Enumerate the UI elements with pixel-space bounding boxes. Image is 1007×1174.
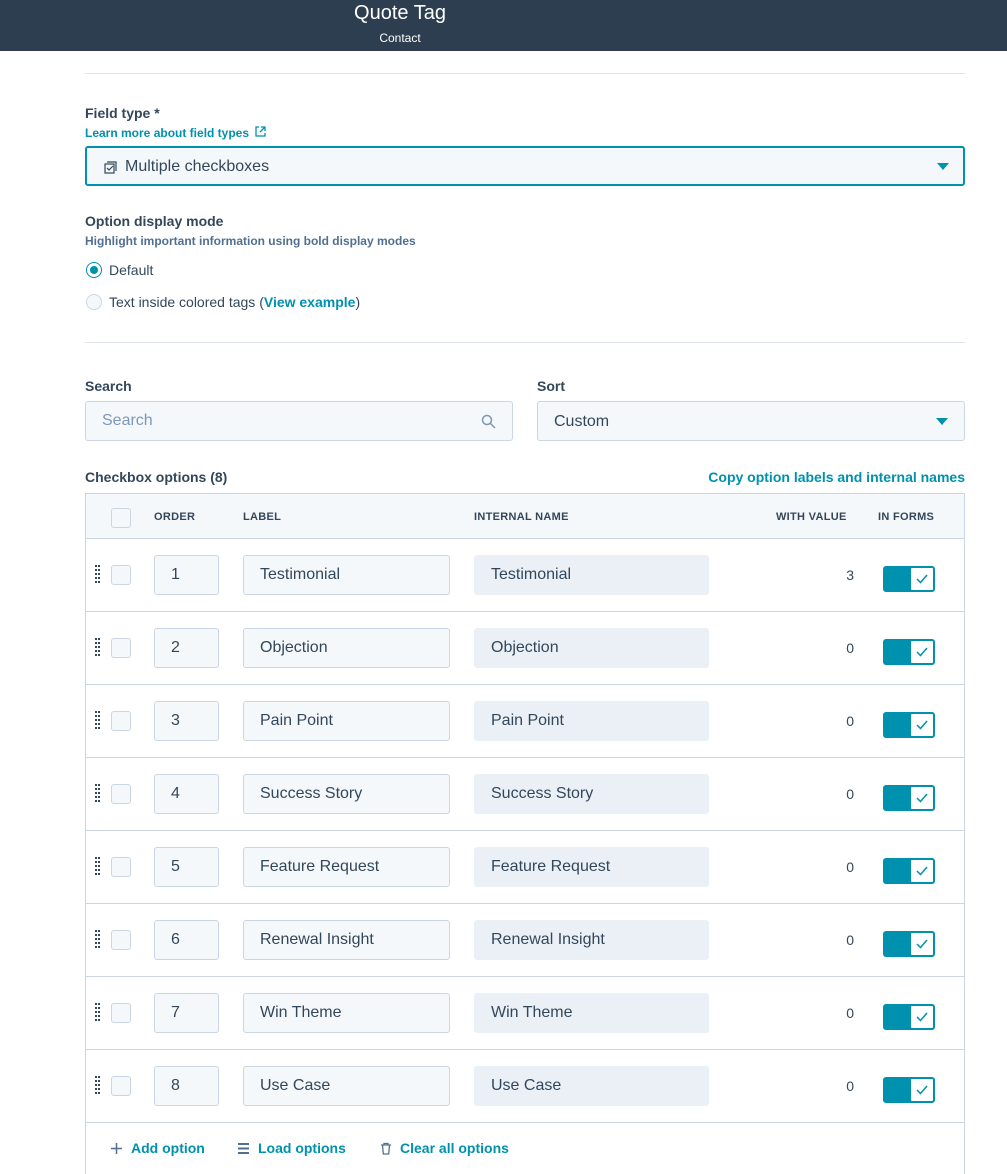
display-mode-label: Option display mode xyxy=(85,213,224,229)
check-icon xyxy=(916,647,928,657)
search-icon xyxy=(481,414,496,429)
plus-icon xyxy=(110,1142,123,1155)
check-icon xyxy=(916,793,928,803)
table-header xyxy=(86,494,964,539)
radio-colored-tags-label xyxy=(109,294,360,310)
internal-name-field: Success Story xyxy=(474,774,709,814)
order-input[interactable]: 8 xyxy=(154,1066,219,1106)
column-in-forms[interactable]: IN FORMS xyxy=(878,511,935,523)
in-forms-toggle[interactable] xyxy=(883,858,935,884)
order-input[interactable]: 4 xyxy=(154,774,219,814)
row-checkbox[interactable] xyxy=(111,711,131,731)
radio-colored-tags-suffix: ) xyxy=(355,294,361,310)
checkbox-type-icon xyxy=(104,161,117,174)
with-value-count: 0 xyxy=(846,1005,854,1021)
load-options-label: Load options xyxy=(258,1140,346,1156)
add-option-label: Add option xyxy=(131,1140,205,1156)
list-icon xyxy=(237,1142,250,1155)
internal-name-field: Objection xyxy=(474,628,709,668)
row-checkbox[interactable] xyxy=(111,1076,131,1096)
column-label[interactable]: LABEL xyxy=(243,511,282,523)
radio-default-label: Default xyxy=(109,262,154,278)
check-icon xyxy=(916,1012,928,1022)
sort-value: Custom xyxy=(554,413,610,430)
order-input[interactable]: 5 xyxy=(154,847,219,887)
external-link-icon xyxy=(255,126,266,137)
column-order[interactable]: ORDER xyxy=(154,511,196,523)
with-value-count: 0 xyxy=(846,932,854,948)
in-forms-toggle[interactable] xyxy=(883,566,935,592)
column-with-value[interactable]: WITH VALUE xyxy=(776,511,847,523)
radio-colored-tags-text: Text inside colored tags ( xyxy=(109,294,264,310)
table-row xyxy=(86,685,964,758)
with-value-count: 0 xyxy=(846,859,854,875)
chevron-down-icon xyxy=(936,418,948,425)
options-table xyxy=(85,493,965,1174)
row-checkbox[interactable] xyxy=(111,1003,131,1023)
drag-handle-icon[interactable] xyxy=(95,857,101,877)
order-input[interactable]: 3 xyxy=(154,701,219,741)
page-subtitle: Contact xyxy=(379,31,421,45)
select-all-checkbox[interactable] xyxy=(111,508,131,528)
radio-default[interactable] xyxy=(86,262,102,278)
search-input[interactable] xyxy=(85,401,513,441)
field-type-help[interactable] xyxy=(85,126,266,140)
column-internal-name[interactable]: INTERNAL NAME xyxy=(474,511,569,523)
check-icon xyxy=(916,720,928,730)
table-row xyxy=(86,758,964,831)
check-icon xyxy=(916,1085,928,1095)
row-checkbox[interactable] xyxy=(111,930,131,950)
row-checkbox[interactable] xyxy=(111,784,131,804)
search-label: Search xyxy=(85,378,132,394)
drag-handle-icon[interactable] xyxy=(95,565,101,585)
radio-colored-tags[interactable] xyxy=(86,294,102,310)
drag-handle-icon[interactable] xyxy=(95,711,101,731)
in-forms-toggle[interactable] xyxy=(883,785,935,811)
label-input[interactable]: Pain Point xyxy=(243,701,450,741)
check-icon xyxy=(916,574,928,584)
in-forms-toggle[interactable] xyxy=(883,1004,935,1030)
label-input[interactable]: Feature Request xyxy=(243,847,450,887)
row-checkbox[interactable] xyxy=(111,857,131,877)
label-input[interactable]: Use Case xyxy=(243,1066,450,1106)
clear-options-label: Clear all options xyxy=(400,1140,509,1156)
clear-options-button[interactable] xyxy=(380,1140,509,1156)
drag-handle-icon[interactable] xyxy=(95,638,101,658)
in-forms-toggle[interactable] xyxy=(883,639,935,665)
drag-handle-icon[interactable] xyxy=(95,1076,101,1096)
learn-more-link[interactable]: Learn more about field types xyxy=(85,126,250,140)
label-input[interactable]: Renewal Insight xyxy=(243,920,450,960)
sort-select[interactable] xyxy=(537,401,965,441)
internal-name-field: Testimonial xyxy=(474,555,709,595)
in-forms-toggle[interactable] xyxy=(883,931,935,957)
divider xyxy=(85,73,965,74)
in-forms-toggle[interactable] xyxy=(883,1077,935,1103)
drag-handle-icon[interactable] xyxy=(95,1003,101,1023)
row-checkbox[interactable] xyxy=(111,565,131,585)
sort-label: Sort xyxy=(537,378,565,394)
order-input[interactable]: 2 xyxy=(154,628,219,668)
table-row xyxy=(86,612,964,685)
row-checkbox[interactable] xyxy=(111,638,131,658)
internal-name-field: Renewal Insight xyxy=(474,920,709,960)
display-mode-help: Highlight important information using bold display modes xyxy=(85,234,416,248)
divider xyxy=(85,342,965,343)
table-row xyxy=(86,904,964,977)
load-options-button[interactable] xyxy=(237,1140,346,1156)
with-value-count: 3 xyxy=(846,567,854,583)
check-icon xyxy=(916,939,928,949)
with-value-count: 0 xyxy=(846,1078,854,1094)
check-icon xyxy=(916,866,928,876)
label-input[interactable]: Success Story xyxy=(243,774,450,814)
order-input[interactable]: 7 xyxy=(154,993,219,1033)
table-row xyxy=(86,977,964,1050)
search-placeholder: Search xyxy=(102,412,153,429)
with-value-count: 0 xyxy=(846,786,854,802)
drag-handle-icon[interactable] xyxy=(95,930,101,950)
internal-name-field: Win Theme xyxy=(474,993,709,1033)
order-input[interactable]: 6 xyxy=(154,920,219,960)
copy-labels-link[interactable]: Copy option labels and internal names xyxy=(708,469,965,485)
internal-name-field: Use Case xyxy=(474,1066,709,1106)
label-input[interactable]: Win Theme xyxy=(243,993,450,1033)
page-header xyxy=(0,0,1007,51)
label-input[interactable]: Testimonial xyxy=(243,555,450,595)
trash-icon xyxy=(380,1142,392,1155)
order-input[interactable]: 1 xyxy=(154,555,219,595)
page-title: Quote Tag xyxy=(354,2,446,24)
field-type-select[interactable] xyxy=(85,146,965,186)
with-value-count: 0 xyxy=(846,713,854,729)
label-input[interactable]: Objection xyxy=(243,628,450,668)
field-type-label: Field type * xyxy=(85,105,160,121)
internal-name-field: Pain Point xyxy=(474,701,709,741)
options-title: Checkbox options (8) xyxy=(85,469,228,485)
in-forms-toggle[interactable] xyxy=(883,712,935,738)
drag-handle-icon[interactable] xyxy=(95,784,101,804)
chevron-down-icon xyxy=(937,163,949,170)
view-example-link[interactable]: View example xyxy=(263,294,356,310)
table-row xyxy=(86,1050,964,1123)
field-type-value: Multiple checkboxes xyxy=(125,158,270,175)
with-value-count: 0 xyxy=(846,640,854,656)
add-option-button[interactable] xyxy=(110,1140,205,1156)
table-row xyxy=(86,539,964,612)
table-row xyxy=(86,831,964,904)
internal-name-field: Feature Request xyxy=(474,847,709,887)
